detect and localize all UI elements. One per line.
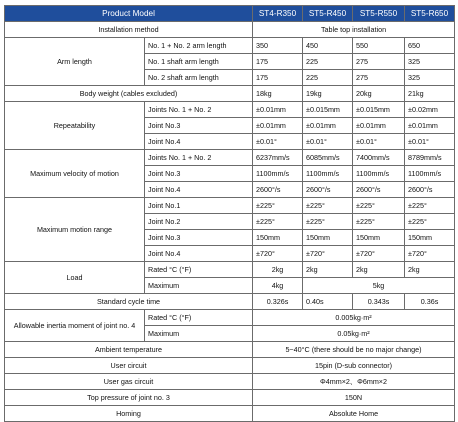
sub-label: Joint No.3 [145, 118, 253, 134]
cell-value: 19kg [303, 86, 353, 102]
cell-value: 2kg [353, 262, 405, 278]
cell-value: 18kg [253, 86, 303, 102]
cell-value: 2600°/s [253, 182, 303, 198]
row-label: User circuit [5, 358, 253, 374]
sub-label: No. 2 shaft arm length [145, 70, 253, 86]
table-row [5, 198, 455, 214]
cell-value: 6085mm/s [303, 150, 353, 166]
cell-value: 1100mm/s [405, 166, 455, 182]
cell-value: 5~40°C (there should be no major change) [253, 342, 455, 358]
row-label: User gas circuit [5, 374, 253, 390]
table-row [5, 102, 455, 118]
sub-label: Joint No.1 [145, 198, 253, 214]
cell-value: ±0.01° [353, 134, 405, 150]
cell-value: Φ4mm×2、Φ6mm×2 [253, 374, 455, 390]
row-label: Body weight (cables excluded) [5, 86, 253, 102]
cell-value: 2kg [405, 262, 455, 278]
table-row [5, 342, 455, 358]
table-row [5, 294, 455, 310]
cell-value: 550 [353, 38, 405, 54]
cell-value: 2kg [303, 262, 353, 278]
cell-value: ±720° [353, 246, 405, 262]
row-label: Arm length [5, 38, 145, 86]
table-row [5, 262, 455, 278]
sub-label: Joints No. 1 + No. 2 [145, 102, 253, 118]
cell-value: 225 [303, 54, 353, 70]
table-row [5, 374, 455, 390]
cell-value: ±720° [253, 246, 303, 262]
cell-value: ±225° [353, 214, 405, 230]
table-row [5, 390, 455, 406]
cell-value: ±0.01mm [253, 102, 303, 118]
row-label: Maximum velocity of motion [5, 150, 145, 198]
sub-label: No. 1 + No. 2 arm length [145, 38, 253, 54]
cell-value: 0.05kg·m² [253, 326, 455, 342]
cell-value: ±225° [303, 214, 353, 230]
cell-value: 175 [253, 70, 303, 86]
table-row [5, 310, 455, 326]
cell-value: ±225° [405, 214, 455, 230]
cell-value: 0.005kg·m² [253, 310, 455, 326]
cell-value: ±225° [353, 198, 405, 214]
cell-value: 150mm [303, 230, 353, 246]
cell-value: 1100mm/s [303, 166, 353, 182]
cell-value: ±0.01mm [303, 118, 353, 134]
cell-value: Table top installation [253, 22, 455, 38]
cell-value: ±720° [405, 246, 455, 262]
cell-value: 21kg [405, 86, 455, 102]
cell-value: ±0.01mm [353, 118, 405, 134]
row-label: Repeatability [5, 102, 145, 150]
sub-label: Rated °C (°F) [145, 262, 253, 278]
sub-label: Joint No.4 [145, 246, 253, 262]
cell-value: 325 [405, 70, 455, 86]
row-label: Standard cycle time [5, 294, 253, 310]
cell-value: 0.36s [405, 294, 455, 310]
cell-value: 7400mm/s [353, 150, 405, 166]
table-row [5, 150, 455, 166]
sub-label: Joint No.4 [145, 134, 253, 150]
cell-value: 2600°/s [405, 182, 455, 198]
table-row [5, 358, 455, 374]
cell-value: ±0.02mm [405, 102, 455, 118]
cell-value: 2600°/s [353, 182, 405, 198]
cell-value: 0.343s [353, 294, 405, 310]
cell-value: 650 [405, 38, 455, 54]
header-model: ST5-R650 [405, 6, 455, 22]
sub-label: No. 1 shaft arm length [145, 54, 253, 70]
row-label: Installation method [5, 22, 253, 38]
cell-value: ±0.01° [405, 134, 455, 150]
cell-value: ±225° [303, 198, 353, 214]
cell-value: ±0.01mm [405, 118, 455, 134]
cell-value: 150mm [253, 230, 303, 246]
cell-value: 20kg [353, 86, 405, 102]
table-row [5, 86, 455, 102]
cell-value: 1100mm/s [253, 166, 303, 182]
cell-value: ±0.01° [303, 134, 353, 150]
cell-value: 450 [303, 38, 353, 54]
cell-value: 15pin (D-sub connector) [253, 358, 455, 374]
sub-label: Maximum [145, 326, 253, 342]
cell-value: ±0.01mm [253, 118, 303, 134]
cell-value: 0.326s [253, 294, 303, 310]
row-label: Ambient temperature [5, 342, 253, 358]
cell-value: ±225° [405, 198, 455, 214]
sub-label: Rated °C (°F) [145, 310, 253, 326]
cell-value: 275 [353, 54, 405, 70]
cell-value: ±0.01° [253, 134, 303, 150]
sub-label: Joint No.2 [145, 214, 253, 230]
sub-label: Maximum [145, 278, 253, 294]
cell-value: Absolute Home [253, 406, 455, 422]
cell-value: 150mm [353, 230, 405, 246]
sub-label: Joint No.4 [145, 182, 253, 198]
row-label: Allowable inertia moment of joint no. 4 [5, 310, 145, 342]
cell-value: 6237mm/s [253, 150, 303, 166]
cell-value: 150mm [405, 230, 455, 246]
spec-table-container [4, 5, 454, 422]
header-model: ST5-R550 [353, 6, 405, 22]
cell-value: 8789mm/s [405, 150, 455, 166]
cell-value: 5kg [303, 278, 455, 294]
header-model: ST5-R450 [303, 6, 353, 22]
cell-value: 2kg [253, 262, 303, 278]
header-product-model: Product Model [5, 6, 253, 22]
row-label: Load [5, 262, 145, 294]
sub-label: Joint No.3 [145, 230, 253, 246]
cell-value: 275 [353, 70, 405, 86]
cell-value: ±720° [303, 246, 353, 262]
cell-value: 225 [303, 70, 353, 86]
cell-value: ±225° [253, 198, 303, 214]
cell-value: 175 [253, 54, 303, 70]
cell-value: 0.40s [303, 294, 353, 310]
cell-value: 150N [253, 390, 455, 406]
cell-value: ±225° [253, 214, 303, 230]
header-row [5, 6, 455, 22]
row-label: Homing [5, 406, 253, 422]
sub-label: Joint No.3 [145, 166, 253, 182]
sub-label: Joints No. 1 + No. 2 [145, 150, 253, 166]
table-row [5, 22, 455, 38]
row-label: Maximum motion range [5, 198, 145, 262]
cell-value: ±0.015mm [303, 102, 353, 118]
cell-value: ±0.015mm [353, 102, 405, 118]
cell-value: 1100mm/s [353, 166, 405, 182]
cell-value: 325 [405, 54, 455, 70]
cell-value: 4kg [253, 278, 303, 294]
cell-value: 2600°/s [303, 182, 353, 198]
spec-table [4, 5, 455, 422]
cell-value: 350 [253, 38, 303, 54]
header-model: ST4-R350 [253, 6, 303, 22]
table-row [5, 38, 455, 54]
row-label: Top pressure of joint no. 3 [5, 390, 253, 406]
table-row [5, 406, 455, 422]
